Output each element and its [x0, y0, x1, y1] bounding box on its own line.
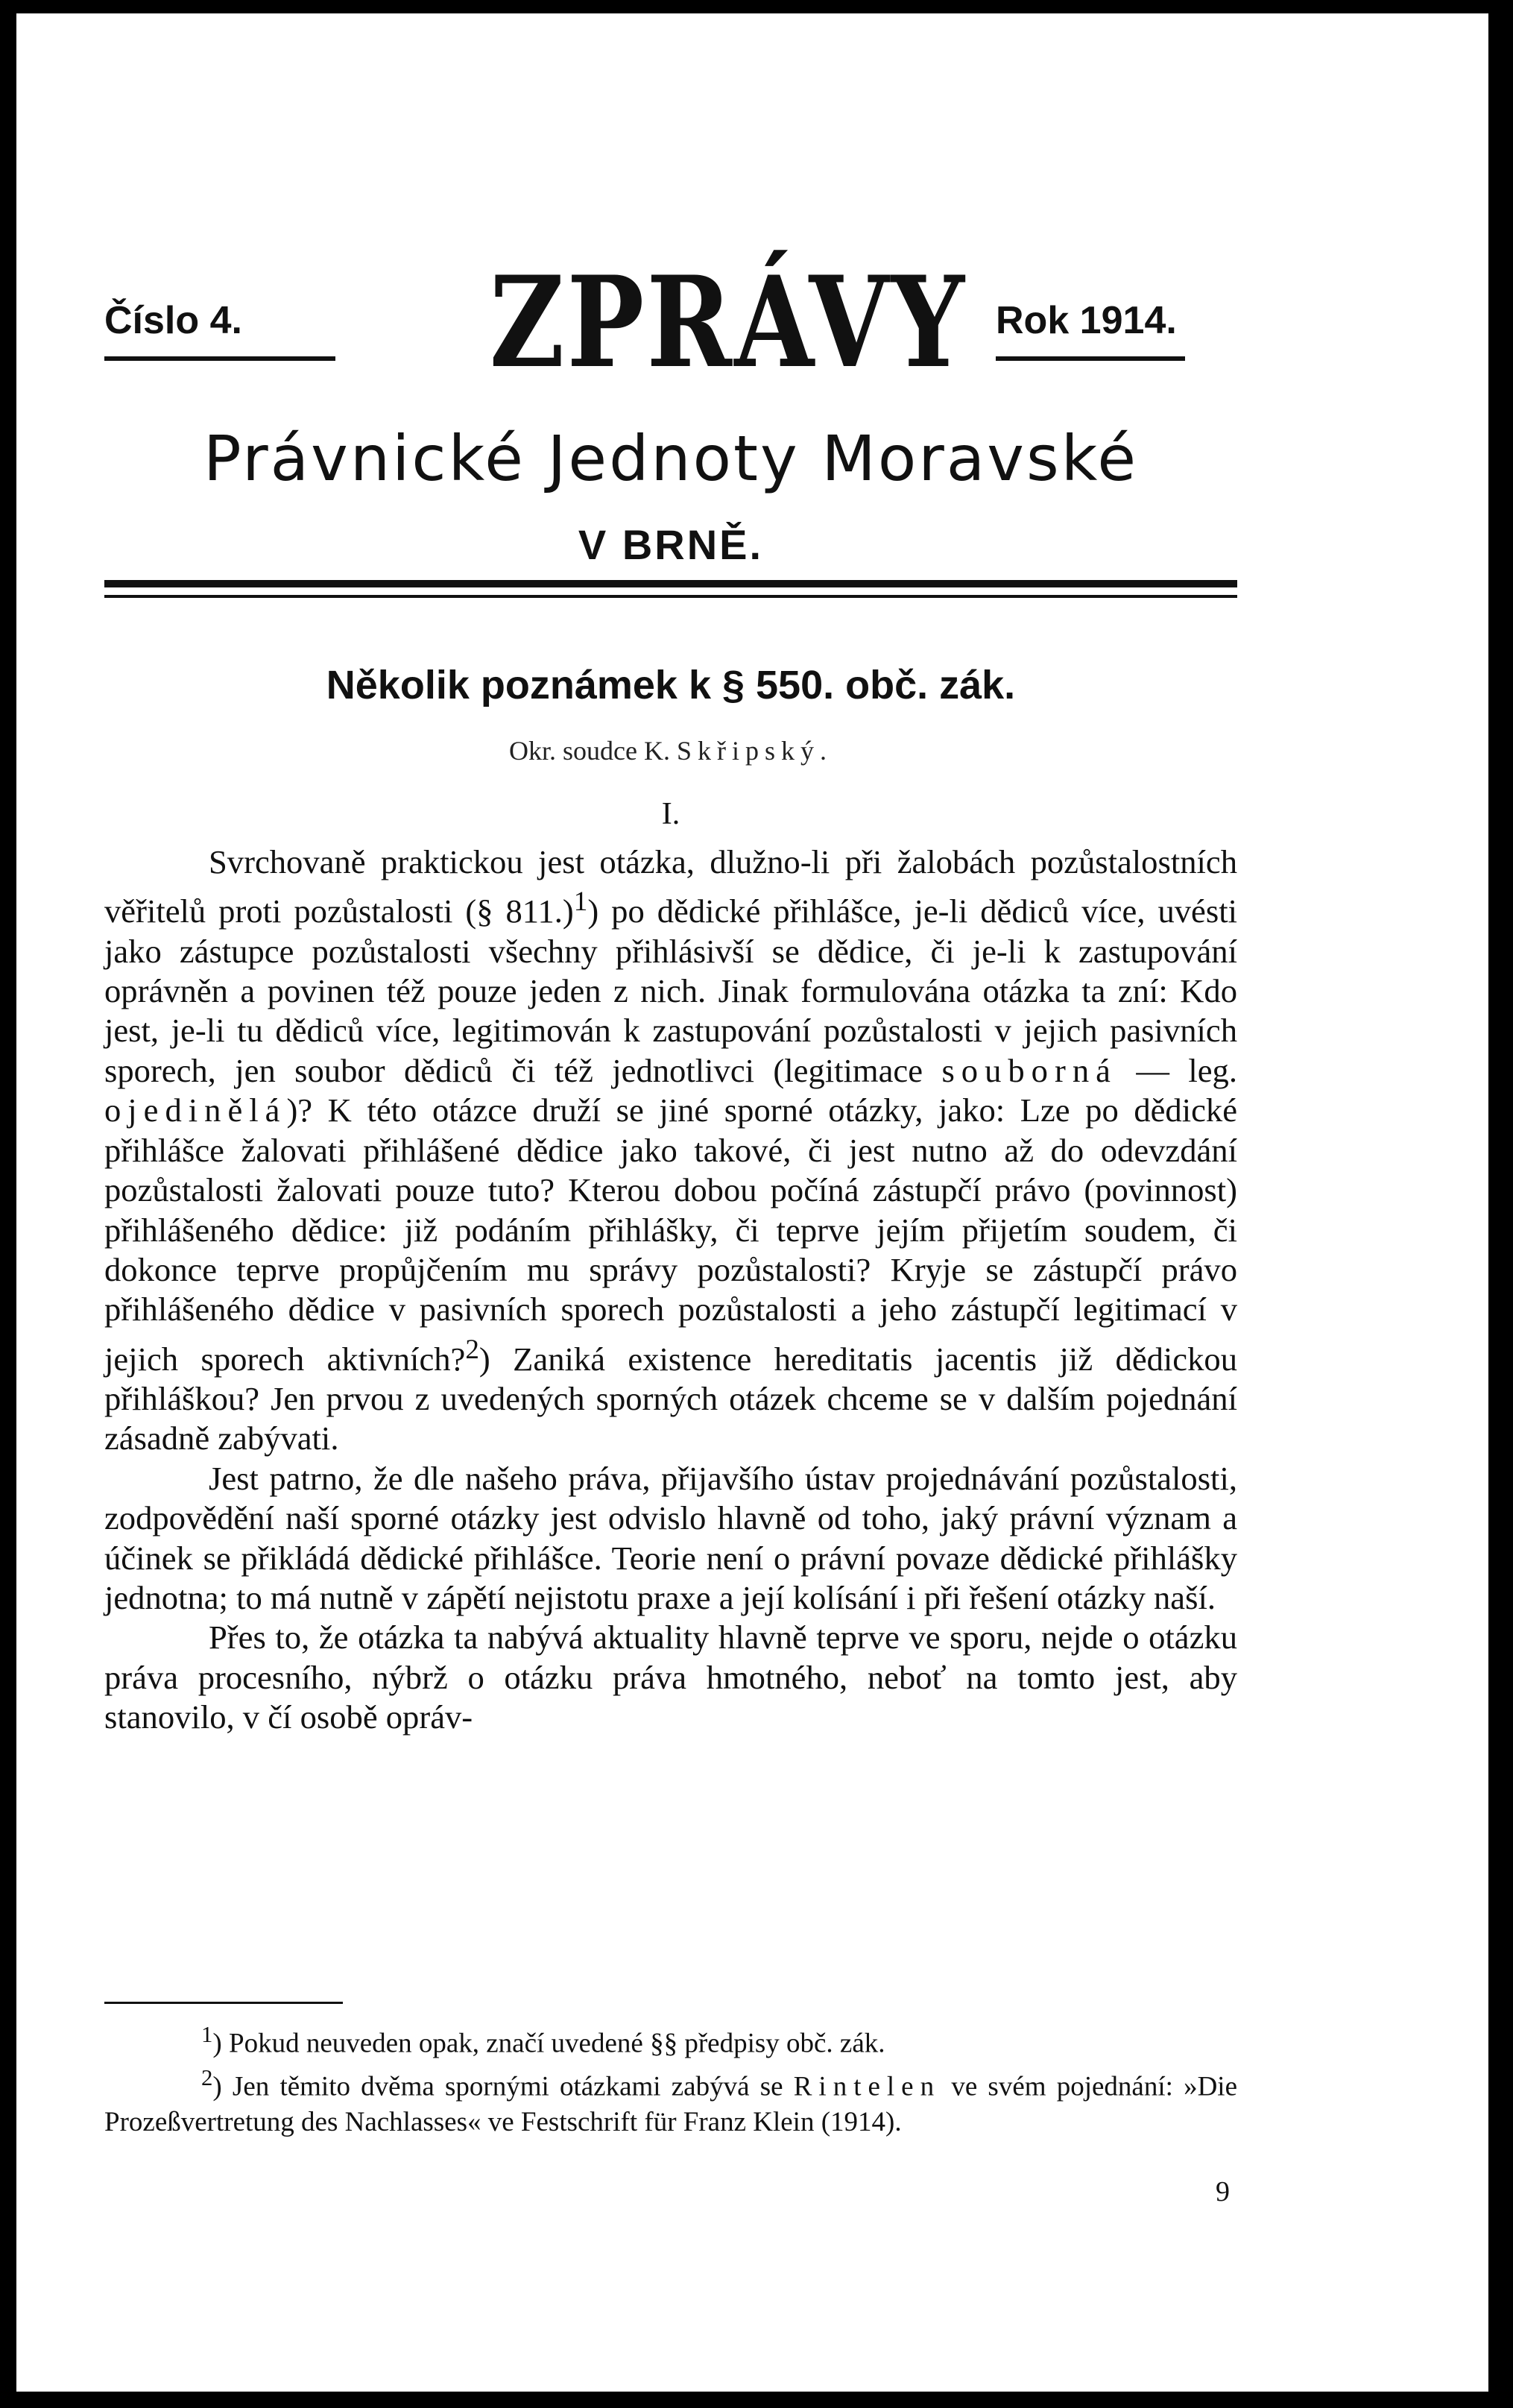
- footnotes: [104, 2017, 1237, 2140]
- masthead-title: ZPRÁVY: [489, 248, 967, 396]
- author-prefix: Okr. soudce K.: [509, 736, 670, 766]
- page-number: 9: [1216, 2176, 1230, 2207]
- paragraph-1: Svrchovaně praktickou jest otázka, dlužno-li při žalobách pozůstalostních věřitelů proti pozůstalosti (§ 811.)$^1$) po dědické přihlášce, je-li dědiců více, uvésti jako zástupce pozůstalosti všechny přihlásivší se dědice, či je-li k zastupování oprávněn a povinen též pouze jeden z nich. Jinak formulována otázka ta zní: Kdo jest, je-li tu dědiců více, legitimován k zastupování pozůstalosti v jejich pasivních sporech, jen soubor dědiců či též jednotlivci (legitimace souborná — leg. ojedinělá)? K této otázce druží se jiné sporné otázky, jako: Lze po dědické přihlášce žalovati přihlášené dědice jako takové, či jest nutno až do odevzdání pozůstalosti žalovati pouze tuto? Kterou dobou počíná zástupčí právo (povinnost) přihlášeného dědice: již podáním přihlášky, či teprve jejím přijetím soudem, či dokonce teprve propůjčením mu správy pozůstalosti? Kryje se zástupčí právo přihlášeného dědice v pasivních sporech pozůstalosti a jeho zástupčí legitimací v jejich sporech aktivních?$^2$) Zaniká existence hereditatis jacentis již dědickou přihláškou? Jen prvou z uvedených sporných otázek chceme se v dalším pojednání zásadně zabývati.: [104, 843, 1238, 1457]
- footnote-1: $^1$) Pokud neuveden opak, značí uvedené §§ předpisy obč. zák.: [201, 2022, 885, 2059]
- header-rule-thin: [104, 595, 1237, 598]
- footnote-ref-1: 1: [573, 886, 588, 918]
- issue-year: Rok 1914.: [996, 298, 1185, 343]
- footnote-author: Rintelen: [793, 2071, 941, 2102]
- spaced-term-ojedinela: ojedinělá: [104, 1091, 287, 1129]
- spaced-term-soubornа: souborná: [941, 1051, 1117, 1089]
- header-rule-thick: [104, 580, 1237, 587]
- article-title: Několik poznámek k § 550. obč. zák.: [326, 663, 1016, 707]
- paragraph-3: Přes to, že otázka ta nabývá aktuality hlavně teprve ve sporu, nejde o otázku práva procesního, nýbrž o otázku práva hmotného, neboť na tomto jest, aby stanovilo, v čí osobě opráv-: [104, 1619, 1237, 1736]
- journal-city: V BRNĚ.: [578, 521, 764, 568]
- article-author: [104, 735, 1237, 766]
- section-number: I.: [661, 797, 680, 831]
- paragraph-2: Jest patrno, že dle našeho práva, přijavšího ústav projednávání pozůstalosti, zodpovědění naší sporné otázky jest odvislo hlavně od toho, jaký právní význam a účinek se přikládá dědické přihlášce. Teorie není o právní povaze dědické přihlášky jednotna; to má nutně v zápětí nejistotu praxe a její kolísání i při řešení otázky naší.: [104, 1459, 1237, 1617]
- footnote-2: $^2$) Jen těmito dvěma spornými otázkami zabývá se Rintelen ve svém pojednání: »Die Prozeßvertretung des Nachlasses« ve Festschrift für Franz Klein (1914).: [104, 2065, 1238, 2137]
- footnote-ref-2: 2: [465, 1334, 479, 1365]
- footnote-rule: [104, 2002, 343, 2004]
- journal-page: [16, 13, 1488, 2392]
- author-name: Skřipský.: [676, 736, 833, 766]
- article-body: [104, 842, 1237, 1738]
- issue-number: Číslo 4.: [104, 298, 335, 343]
- journal-subtitle: Právnické Jednoty Moravské: [203, 422, 1139, 495]
